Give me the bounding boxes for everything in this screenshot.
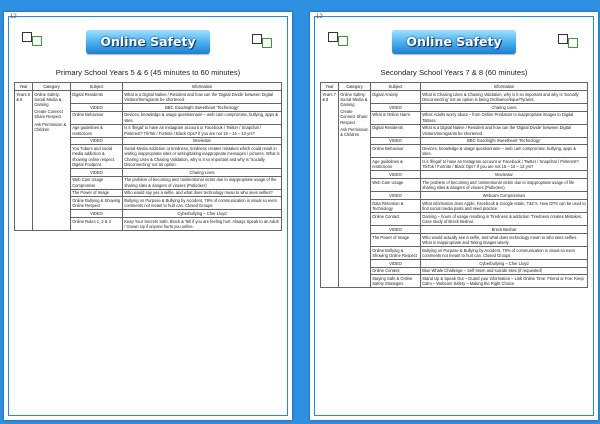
column-header: Information <box>421 83 588 91</box>
column-header: Year <box>15 83 33 91</box>
video-label: VIDEO <box>371 103 421 111</box>
left-page <box>4 12 292 420</box>
information-cell: Who would actually see a selfie, and what does technology mean to who sees selfies. What is Inappropriate and Taking images wisely. <box>421 233 588 246</box>
information-cell: What: Adults worry about – from Online Predators to inappropriate images to Digital Tattoos. <box>421 111 588 124</box>
video-label: VIDEO <box>71 137 123 145</box>
video-title: Webcam Compromises <box>421 192 588 200</box>
information-cell: Social Media Addiction or tiredness, tiredness creates mistakes which could result in visiting inappropriate sites or writing/taking inappropriate messages / pictures. What is Charing Uses & Chasing Validation, why is it so important and why is 'Socially Disconnecting' not an option. <box>124 146 280 167</box>
information-cell: The problem of becoming and 'unintentional victim due to inappropriate usage of file sharing sites & dangers of viruses (Putlocker) <box>421 179 588 192</box>
subject-cell: Online Content <box>371 267 421 275</box>
logo-icon <box>550 32 584 52</box>
information-cell: Bullying on Purpose & Bullying by Accident, 79% of communication is visual so even comments not meant to hurt can. Closed Groups <box>421 246 588 259</box>
information-cell: What is Chasing Likes & Chasing Validation, why is it so important and why is 'Socially Disconnecting' not an option is being Ordinance/tique/Tyrannt. <box>421 90 588 103</box>
information-cell: Keep Your Secrets Safe. Block & Tell if you are feeling hurt. Always Speak to an Adult / Grown Up if anyone hurts you online. <box>123 218 282 231</box>
online-safety-banner: Online Safety <box>392 30 516 54</box>
logo-icon <box>18 32 52 52</box>
subject-cell: Online Behaviour <box>71 111 123 124</box>
video-title: Cyberbullying – Cher Lloyd <box>421 259 588 267</box>
video-title: Moviestar <box>123 137 282 145</box>
subject-cell: What is Online Harm <box>371 111 421 124</box>
page-title: Primary School Years 5 & 6 (45 minutes to 60 minutes) <box>55 68 241 77</box>
video-title: BBC Goodnight Sweetheart 'Technology' <box>123 103 282 111</box>
subject-cell: Web Cam Usage Compromise <box>71 176 123 189</box>
page-number: 12 <box>316 14 323 20</box>
table-row <box>15 90 282 103</box>
information-cell: Stand Up & Speak Out – Guard your information – Link Online Time: Friend or Foe: Keep Calm – Webcam Safety – Making the Right Choice <box>421 275 588 288</box>
subject-cell: Online Bullying & Showing Online Respect <box>71 197 123 210</box>
logo-icon <box>244 32 278 52</box>
video-title: BBC Goodnight Sweetheart 'Technology' <box>421 137 588 145</box>
subject-cell: Web Cam Usage <box>371 179 421 192</box>
subject-cell: Online Behaviour <box>371 145 421 158</box>
table-row <box>321 90 588 103</box>
video-title: Moviestar <box>421 171 588 179</box>
subject-cell: Online Bullying & Showing Online Respect <box>371 246 421 259</box>
video-label: VIDEO <box>371 171 421 179</box>
video-label: VIDEO <box>71 103 123 111</box>
category-item: Online Safety: Social Media & Gaming <box>340 91 368 107</box>
information-cell: Is it 'illegal' to have an Instagram account or Facebook / Twitter / Snapchat / Pinterest? TikTok / Fortnite / Black Ops? If you are not 18 – 16 – 13 yrs? <box>123 124 282 137</box>
category-item: Online Safety: Social Media & Gaming <box>34 91 62 107</box>
information-cell: The problem of becoming and 'unintentional victim due to inappropriate usage of the sharing sites & dangers of viruses (Putlocker) <box>123 176 282 189</box>
column-header: Category <box>33 83 71 91</box>
information-cell: What is a Digital Native / Resident and how can the 'Digital Divide' between Digital Visitors/Immigrants be shortened. <box>421 124 588 137</box>
column-header: Information <box>123 83 282 91</box>
subject-cell: Data Retention & Technology <box>371 199 421 212</box>
information-cell: Bullying on Purpose & Bullying by Accident, 79% of communication is visual so even comments not meant to hurt can. Closed Groups <box>123 197 282 210</box>
subject-cell: Digital Anxiety <box>371 90 421 103</box>
video-label: VIDEO <box>371 225 421 233</box>
subject-cell: Digital Residents <box>371 124 421 137</box>
category-cell <box>33 90 71 230</box>
lesson-table <box>320 82 588 288</box>
video-title: Charing Lives <box>421 103 588 111</box>
page-title: Secondary School Years 7 & 8 (60 minutes) <box>380 68 528 77</box>
information-cell: Who would say yes a selfie, and what does technology mean to who sees selfies? <box>123 189 282 197</box>
video-title: Charing Lives <box>123 168 282 176</box>
video-label: VIDEO <box>371 259 421 267</box>
column-header: Subject <box>371 83 421 91</box>
subject-cell: Staying Safe & Online Safety Strategies <box>371 275 421 288</box>
year-cell: Years 7 & 8 <box>321 90 339 288</box>
subject-cell: Online Rules 1, 2 & 3 <box>71 218 123 231</box>
information-cell: Devices, knowledge & usage questionnaire – web cam compromise, bullying, apps & sites. <box>123 111 282 124</box>
column-header: Year <box>321 83 339 91</box>
right-page <box>310 12 598 420</box>
information-cell: Devices, knowledge & usage questionnaire – web cam compromise, bullying, apps & sites. <box>421 145 588 158</box>
column-header: Subject <box>71 83 123 91</box>
page-number: 12 <box>10 14 17 20</box>
video-title: Breck Bednar <box>421 225 588 233</box>
year-cell: Years 5 & 6 <box>15 90 33 230</box>
online-safety-banner: Online Safety <box>86 30 210 54</box>
subject-cell: The Power of Image <box>71 189 123 197</box>
category-item: Ask Permission & Children <box>340 126 369 138</box>
subject-cell: Digital Residents <box>71 90 123 103</box>
category-item: Create Connect Share Respect <box>34 109 63 120</box>
information-cell: What information does Apple, Facebook & Google retain, T&C's. How GPS can be used to find social media posts and seed practice. <box>422 200 586 211</box>
information-cell: Gaming – hours of usage resulting in Tiredness & addiction 'Tiredness creates Mistakes. Case study of Breck Bednar. <box>421 212 588 225</box>
category-cell <box>339 90 371 288</box>
category-item: Ask Permission & Children <box>34 121 67 132</box>
video-label: VIDEO <box>71 168 123 176</box>
video-label: VIDEO <box>371 137 421 145</box>
video-title: Cyberbullying – Cher Lloyd <box>123 210 282 218</box>
subject-cell: Age guidelines & restrictions <box>71 124 123 137</box>
subject-cell: Age guidelines & restrictions <box>371 158 421 171</box>
video-label: VIDEO <box>371 192 421 200</box>
subject-cell: The Power of Image <box>371 233 421 246</box>
information-cell: Is it 'illegal' to have an Instagram account or Facebook / Twitter / Snapchat / Pinterest? TikTok / Fortnite / Black Ops? If you are not 18 – 16 – 13 yrs? <box>421 158 588 171</box>
information-cell: What is a Digital Native / Resident and how can the 'Digital Divide' between Digital Visitors/Immigrants be shortened. <box>123 90 282 103</box>
subject-cell: Online Contact <box>371 212 421 225</box>
column-header: Category <box>339 83 371 91</box>
video-label: VIDEO <box>71 210 123 218</box>
category-item: Create Connect Share Respect <box>340 109 368 125</box>
subject-cell: You Tubers and social media addiction & showing online respect. Digital Footprint. <box>71 145 123 168</box>
lesson-table <box>14 82 282 231</box>
logo-icon <box>324 32 358 52</box>
information-cell: Blue Whale Challenge – Self Harm and suicide sites (if requested) <box>421 267 588 275</box>
